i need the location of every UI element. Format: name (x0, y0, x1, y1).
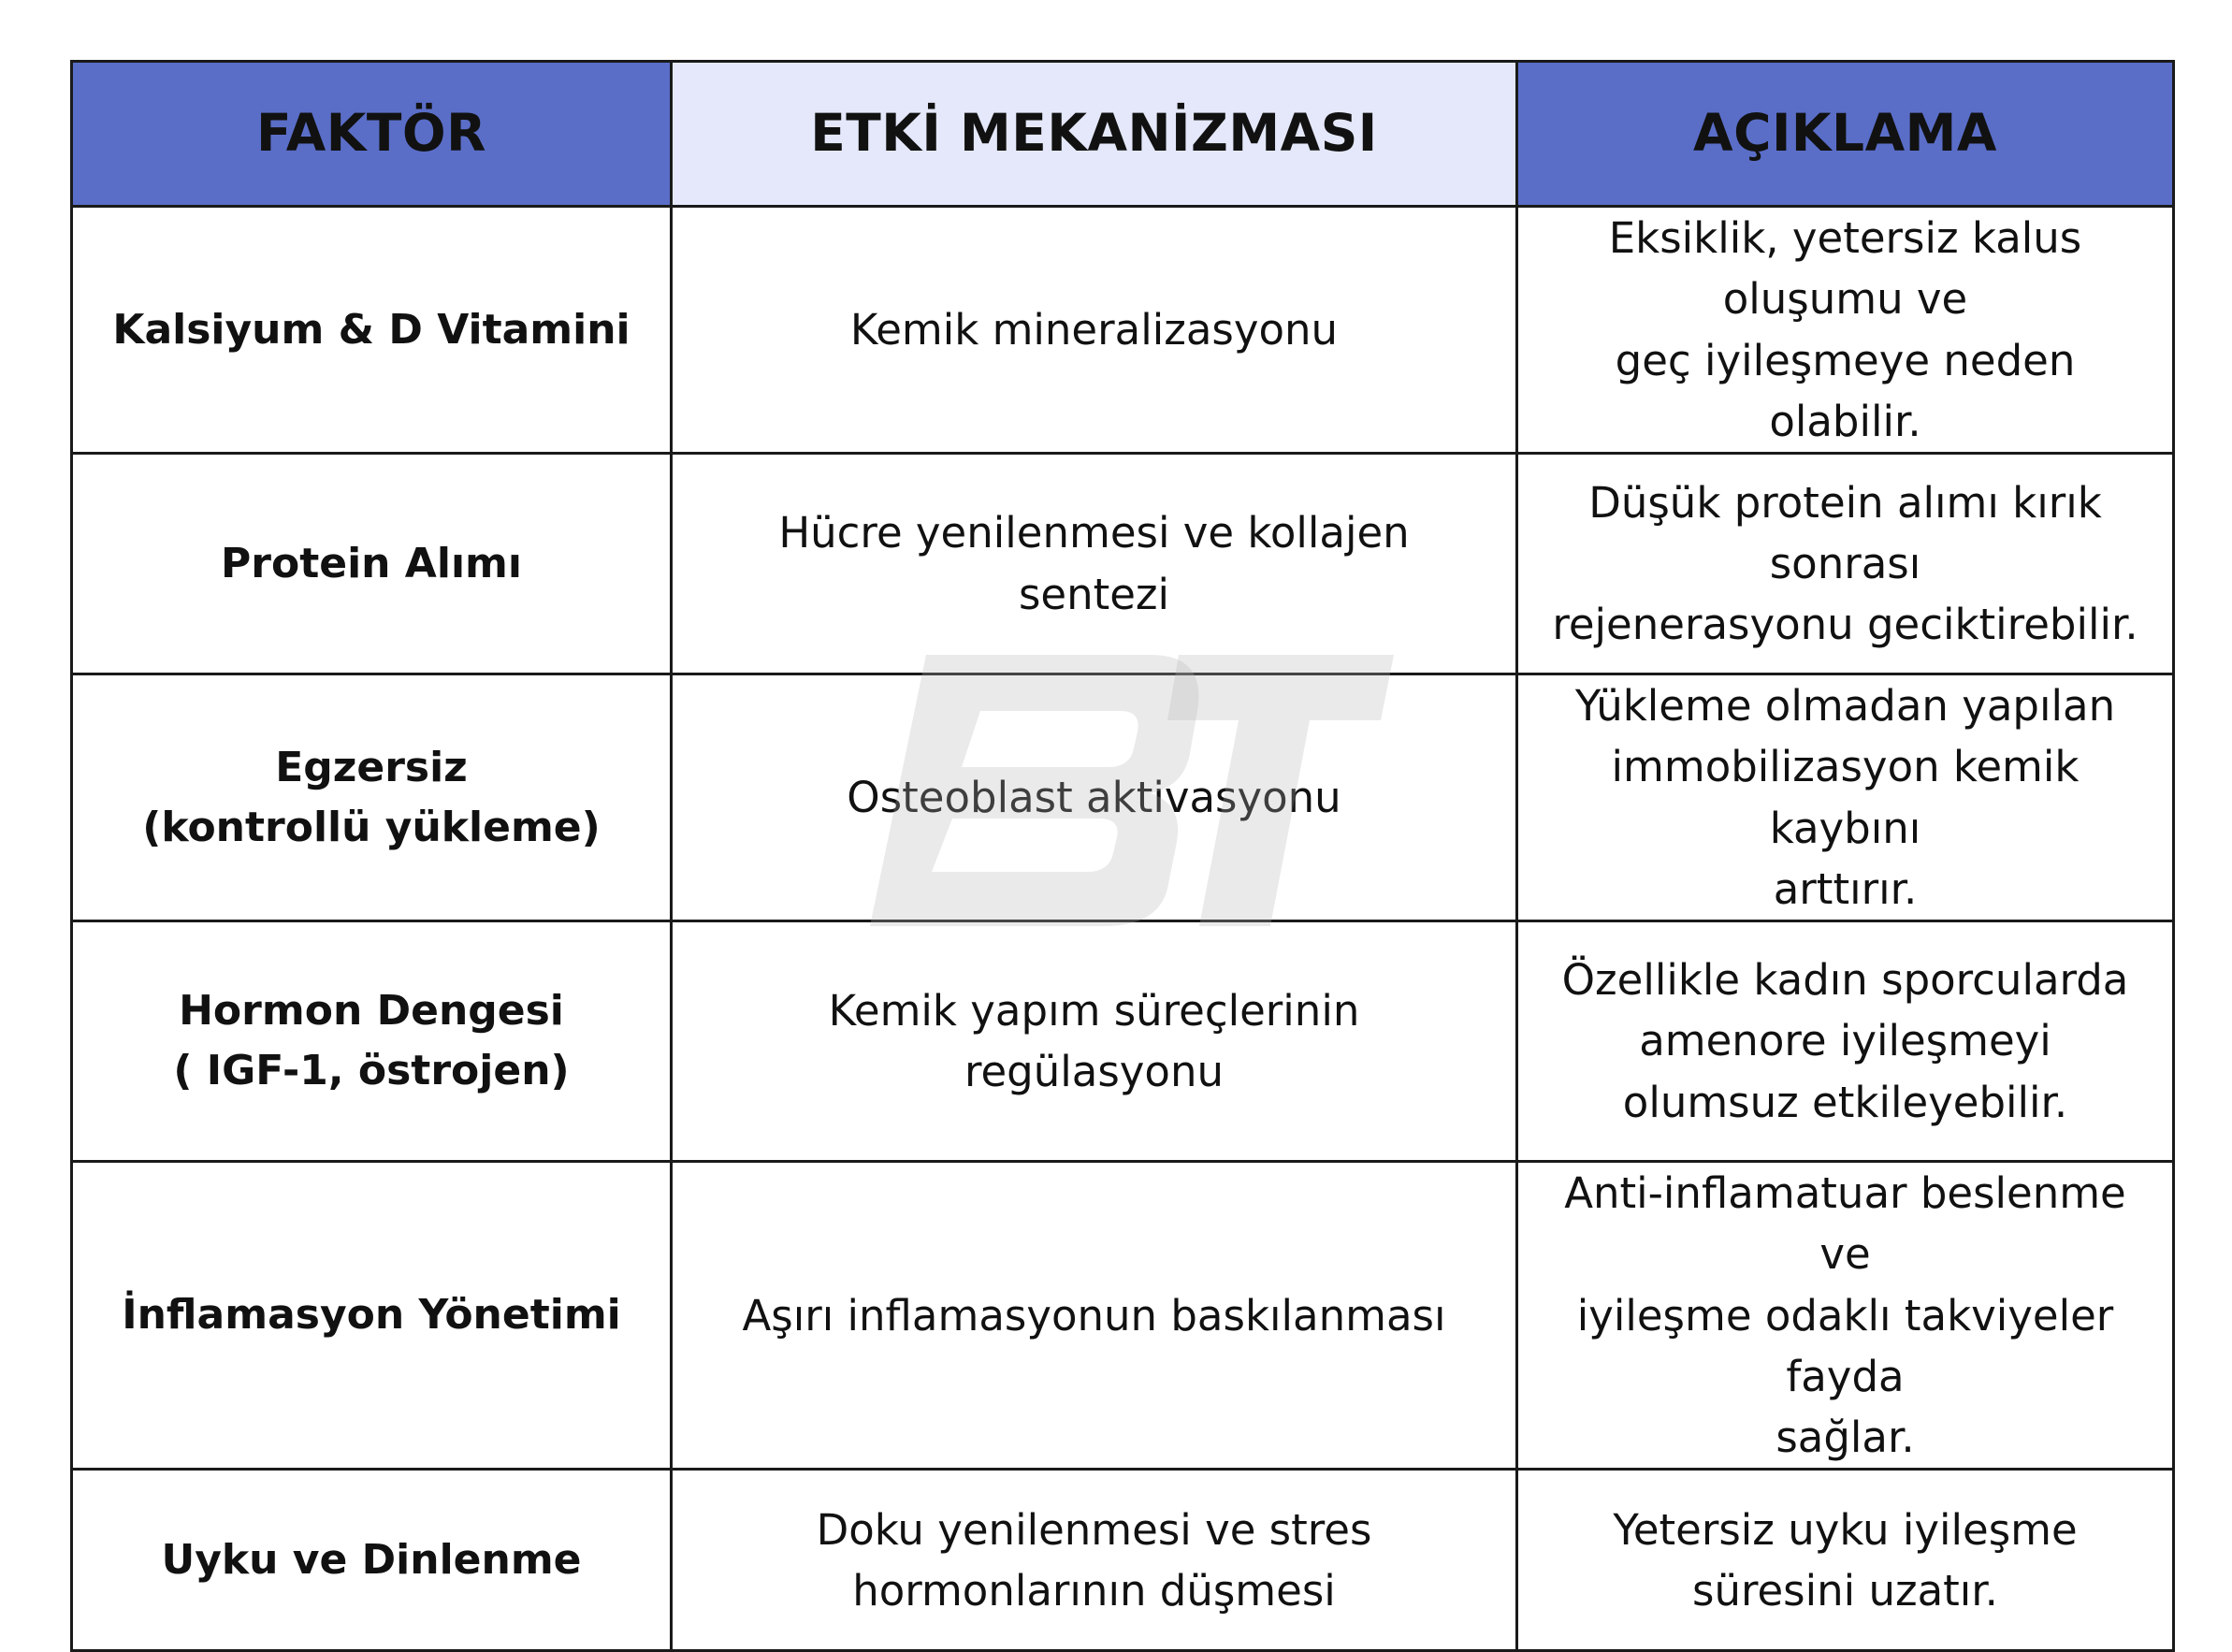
description-line: iyileşme odaklı takviyeler fayda (1576, 1290, 2114, 1401)
header-mechanism: ETKİ MEKANİZMASI (672, 62, 1517, 207)
mechanism-cell (672, 674, 1517, 921)
description-line: immobilizasyon kemik kaybını (1611, 742, 2080, 853)
factor-cell (72, 454, 672, 674)
description-cell (1517, 674, 2174, 921)
description-line: Özellikle kadın sporcularda (1561, 955, 2129, 1006)
description-cell (1517, 921, 2174, 1162)
factor-cell (72, 921, 672, 1162)
description-cell (1517, 1470, 2174, 1651)
mechanism-line: sentezi (1018, 569, 1170, 619)
mechanism-cell (672, 1470, 1517, 1651)
mechanism-line: Kemik mineralizasyonu (849, 304, 1339, 355)
mechanism-line: hormonlarının düşmesi (852, 1565, 1336, 1616)
table-row (72, 207, 2174, 454)
table-row (72, 921, 2174, 1162)
description-line: amenore iyileşmeyi (1639, 1016, 2051, 1066)
factor-cell (72, 674, 672, 921)
factor-cell (72, 1162, 672, 1470)
description-line: Yükleme olmadan yapılan (1574, 681, 2116, 731)
description-line: olumsuz etkileyebilir. (1622, 1077, 2068, 1127)
description-cell (1517, 207, 2174, 454)
description-line: Yetersiz uyku iyileşme (1613, 1504, 2078, 1555)
description-cell (1517, 454, 2174, 674)
mechanism-line: Kemik yapım süreçlerinin (828, 985, 1360, 1036)
table-row (72, 454, 2174, 674)
description-cell (1517, 1162, 2174, 1470)
factor-cell (72, 207, 672, 454)
mechanism-cell (672, 207, 1517, 454)
description-line: Eksiklik, yetersiz kalus oluşumu ve (1608, 213, 2082, 325)
factor-line: Hormon Dengesi (179, 987, 564, 1036)
table-row (72, 674, 2174, 921)
header-row (72, 62, 2174, 207)
factor-line: İnflamasyon Yönetimi (122, 1291, 621, 1340)
header-factor: FAKTÖR (72, 62, 672, 207)
mechanism-cell (672, 921, 1517, 1162)
mechanism-line: Osteoblast aktivasyonu (847, 772, 1341, 822)
description-line: sağlar. (1775, 1413, 1915, 1462)
description-line: rejenerasyonu geciktirebilir. (1552, 600, 2138, 650)
table-row (72, 1470, 2174, 1651)
factor-line: (kontrollü yükleme) (142, 803, 601, 851)
factor-cell (72, 1470, 672, 1651)
mechanism-cell (672, 1162, 1517, 1470)
description-line: arttırır. (1773, 863, 1918, 914)
mechanism-cell (672, 454, 1517, 674)
factor-line: Kalsiyum & D Vitamini (112, 305, 630, 354)
factor-line: Uyku ve Dinlenme (161, 1535, 582, 1584)
description-line: süresini uzatır. (1692, 1565, 1998, 1616)
description-line: Anti-inflamatuar beslenme ve (1564, 1168, 2126, 1280)
mechanism-line: Hücre yenilenmesi ve kollajen (778, 508, 1410, 558)
factor-line: Protein Alımı (221, 539, 522, 587)
factor-line: ( IGF-1, östrojen) (173, 1047, 570, 1094)
table-container (70, 60, 2175, 1616)
description-line: geç iyileşmeye neden olabilir. (1615, 335, 2076, 446)
mechanism-line: Doku yenilenmesi ve stres (816, 1504, 1372, 1555)
description-line: Düşük protein alımı kırık sonrası (1588, 477, 2102, 588)
factors-table (70, 60, 2175, 1652)
header-description: AÇIKLAMA (1517, 62, 2174, 207)
table-row (72, 1162, 2174, 1470)
mechanism-line: regülasyonu (964, 1047, 1224, 1096)
mechanism-line: Aşırı inflamasyonun baskılanması (742, 1290, 1446, 1340)
factor-line: Egzersiz (275, 743, 468, 791)
